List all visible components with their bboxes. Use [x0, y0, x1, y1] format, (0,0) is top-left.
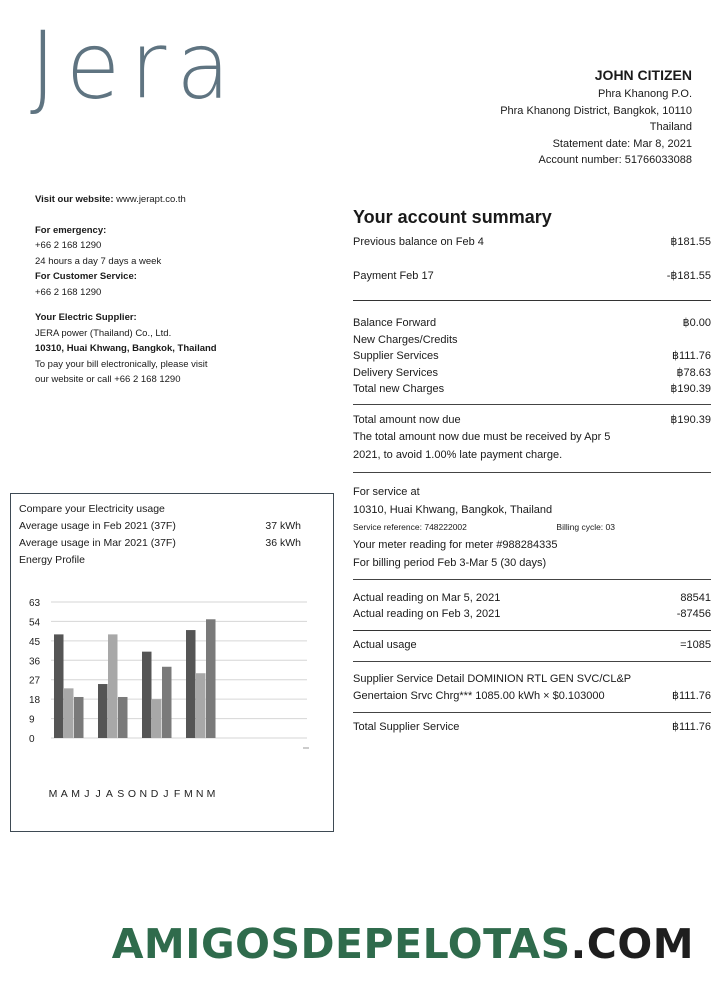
total-supplier-label: Total Supplier Service	[353, 720, 460, 733]
watermark	[111, 920, 694, 968]
total-due-row	[353, 412, 711, 429]
balance-forward-label: Balance Forward	[353, 317, 437, 329]
new-charges-label: New Charges/Credits	[353, 333, 458, 346]
x-tick-label: M	[48, 788, 58, 800]
total-due-label: Total amount now due	[353, 413, 461, 426]
x-tick-label: N	[139, 788, 148, 800]
x-tick-label: D	[150, 788, 159, 800]
customer-country: Thailand	[649, 121, 692, 133]
divider	[353, 579, 711, 580]
divider	[353, 712, 711, 713]
mar-usage-label: Average usage in Mar 2021 (37F)	[19, 537, 176, 549]
usage-bar	[196, 673, 206, 738]
actual-usage-label: Actual usage	[353, 638, 417, 651]
website-line	[35, 192, 285, 208]
supplier-detail-row	[353, 688, 711, 705]
watermark-green: AMIGOSDEPELOTAS	[111, 920, 571, 968]
x-tick-label: J	[163, 788, 169, 800]
y-tick-label: 27	[29, 675, 41, 687]
x-tick-label: J	[95, 788, 101, 800]
usage-bar	[64, 688, 74, 738]
usage-bar	[108, 634, 118, 738]
account-summary	[353, 206, 711, 735]
usage-bar	[152, 699, 162, 738]
payment-value: -฿181.55	[666, 269, 711, 282]
delivery-services-value: ฿78.63	[676, 366, 711, 379]
usage-bar	[142, 652, 152, 738]
x-tick-label: S	[117, 788, 125, 800]
x-tick-label: M	[206, 788, 216, 800]
x-tick-label: J	[84, 788, 90, 800]
total-new-charges-row	[353, 381, 711, 398]
usage-panel	[10, 493, 334, 832]
actual-reading-mar-value: 88541	[680, 591, 711, 604]
supplier-label: Your Electric Supplier:	[35, 312, 137, 323]
supplier-services-row	[353, 348, 711, 365]
total-due-value: ฿190.39	[670, 413, 711, 426]
emergency-phone: +66 2 168 1290	[35, 240, 102, 251]
customer-address-line1: Phra Khanong P.O.	[598, 88, 692, 100]
website-link[interactable]: www.jerapt.co.th	[116, 194, 186, 205]
usage-bar	[54, 634, 64, 738]
previous-balance-row	[353, 234, 711, 251]
x-tick-label: O	[127, 788, 137, 800]
actual-reading-mar-label: Actual reading on Mar 5, 2021	[353, 591, 501, 604]
divider	[353, 630, 711, 631]
total-supplier-value: ฿111.76	[671, 720, 711, 733]
y-tick-label: 63	[29, 598, 41, 609]
y-tick-label: 54	[29, 617, 41, 629]
feb-usage-label: Average usage in Feb 2021 (37F)	[19, 520, 176, 532]
usage-bar	[162, 667, 172, 738]
actual-usage-row	[353, 637, 711, 654]
pay-instructions-line1: To pay your bill electronically, please visit	[35, 358, 208, 370]
statement-date: Statement date: Mar 8, 2021	[552, 137, 692, 150]
customer-block	[500, 66, 692, 169]
mar-usage-value: 36 kWh	[265, 537, 301, 549]
due-note-line2: 2021, to avoid 1.00% late payment charge.	[353, 449, 563, 461]
x-tick-label: A	[105, 788, 113, 800]
actual-reading-feb-value: -87456	[676, 608, 711, 620]
billing-period: For billing period Feb 3-Mar 5 (30 days)	[353, 556, 547, 569]
emergency-label: For emergency:	[35, 224, 107, 236]
total-supplier-row	[353, 719, 711, 736]
summary-title: Your account summary	[353, 207, 552, 227]
jera-logo: Jera	[30, 11, 241, 120]
x-tick-label: F	[173, 788, 181, 800]
usage-bar	[74, 697, 84, 738]
divider	[353, 661, 711, 662]
compare-title: Compare your Electricity usage	[19, 503, 165, 515]
supplier-services-label: Supplier Services	[353, 350, 439, 362]
customer-name: JOHN CITIZEN	[594, 67, 692, 83]
delivery-services-label: Delivery Services	[353, 366, 438, 379]
divider	[353, 300, 711, 301]
supplier-detail-line2: Genertaion Srvc Chrg*** 1085.00 kWh × $0.103000	[353, 690, 605, 702]
due-note-line1: The total amount now due must be received by Apr 5	[353, 431, 611, 443]
actual-reading-feb-label: Actual reading on Feb 3, 2021	[353, 608, 501, 620]
x-tick-label: M	[184, 788, 193, 800]
usage-bar	[118, 697, 128, 738]
pay-instructions-line2: our website or call +66 2 168 1290	[35, 374, 181, 385]
usage-bar	[186, 630, 196, 738]
website-label: Visit our website:	[35, 194, 114, 205]
y-tick-label: 45	[29, 636, 41, 648]
supplier-detail-amount: ฿111.76	[671, 690, 711, 702]
watermark-dark: .COM	[570, 920, 694, 968]
supplier-address: 10310, Huai Khwang, Bangkok, Thailand	[35, 343, 217, 354]
delivery-services-row	[353, 365, 711, 382]
usage-bar	[98, 684, 108, 738]
previous-balance-value: ฿181.55	[670, 236, 711, 248]
emergency-hours: 24 hours a day 7 days a week	[35, 255, 162, 267]
energy-profile-chart	[11, 494, 333, 831]
actual-reading-feb-row	[353, 606, 711, 623]
service-address: 10310, Huai Khwang, Bangkok, Thailand	[353, 504, 553, 516]
contact-info	[35, 192, 285, 388]
customer-address-line2: Phra Khanong District, Bangkok, 10110	[500, 104, 692, 117]
new-charges-row	[353, 332, 711, 349]
divider	[353, 472, 711, 473]
total-new-charges-value: ฿190.39	[670, 383, 711, 395]
divider	[353, 404, 711, 405]
payment-row	[353, 268, 711, 285]
payment-label: Payment Feb 17	[353, 269, 434, 282]
service-reference: Service reference: 748222002	[353, 522, 467, 532]
customer-service-label: For Customer Service:	[35, 271, 137, 282]
supplier-detail-line1: Supplier Service Detail DOMINION RTL GEN SVC/CL&P	[353, 673, 632, 685]
x-tick-label: M	[71, 788, 80, 800]
energy-profile-label: Energy Profile	[19, 554, 85, 566]
service-at-label: For service at	[353, 486, 420, 498]
balance-forward-row	[353, 315, 711, 332]
x-tick-label: N	[195, 788, 204, 800]
x-tick-label: A	[60, 788, 68, 800]
supplier-name: JERA power (Thailand) Co., Ltd.	[35, 327, 172, 339]
meter-reading: Your meter reading for meter #988284335	[353, 538, 558, 551]
y-tick-label: 36	[29, 656, 41, 668]
actual-usage-value: =1085	[680, 638, 711, 651]
customer-service-phone: +66 2 168 1290	[35, 286, 102, 298]
supplier-services-value: ฿111.76	[671, 350, 711, 362]
balance-forward-value: ฿0.00	[682, 317, 711, 329]
previous-balance-label: Previous balance on Feb 4	[353, 236, 484, 248]
service-reference-row	[353, 519, 615, 536]
billing-cycle: Billing cycle: 03	[556, 522, 615, 532]
y-tick-label: 9	[29, 714, 35, 726]
feb-usage-value: 37 kWh	[265, 520, 301, 532]
account-number: Account number: 51766033088	[538, 154, 692, 166]
usage-bar	[206, 619, 216, 738]
y-tick-label: 0	[29, 734, 35, 745]
y-tick-label: 18	[29, 695, 41, 707]
actual-reading-mar-row	[353, 590, 711, 607]
total-new-charges-label: Total new Charges	[353, 383, 445, 395]
